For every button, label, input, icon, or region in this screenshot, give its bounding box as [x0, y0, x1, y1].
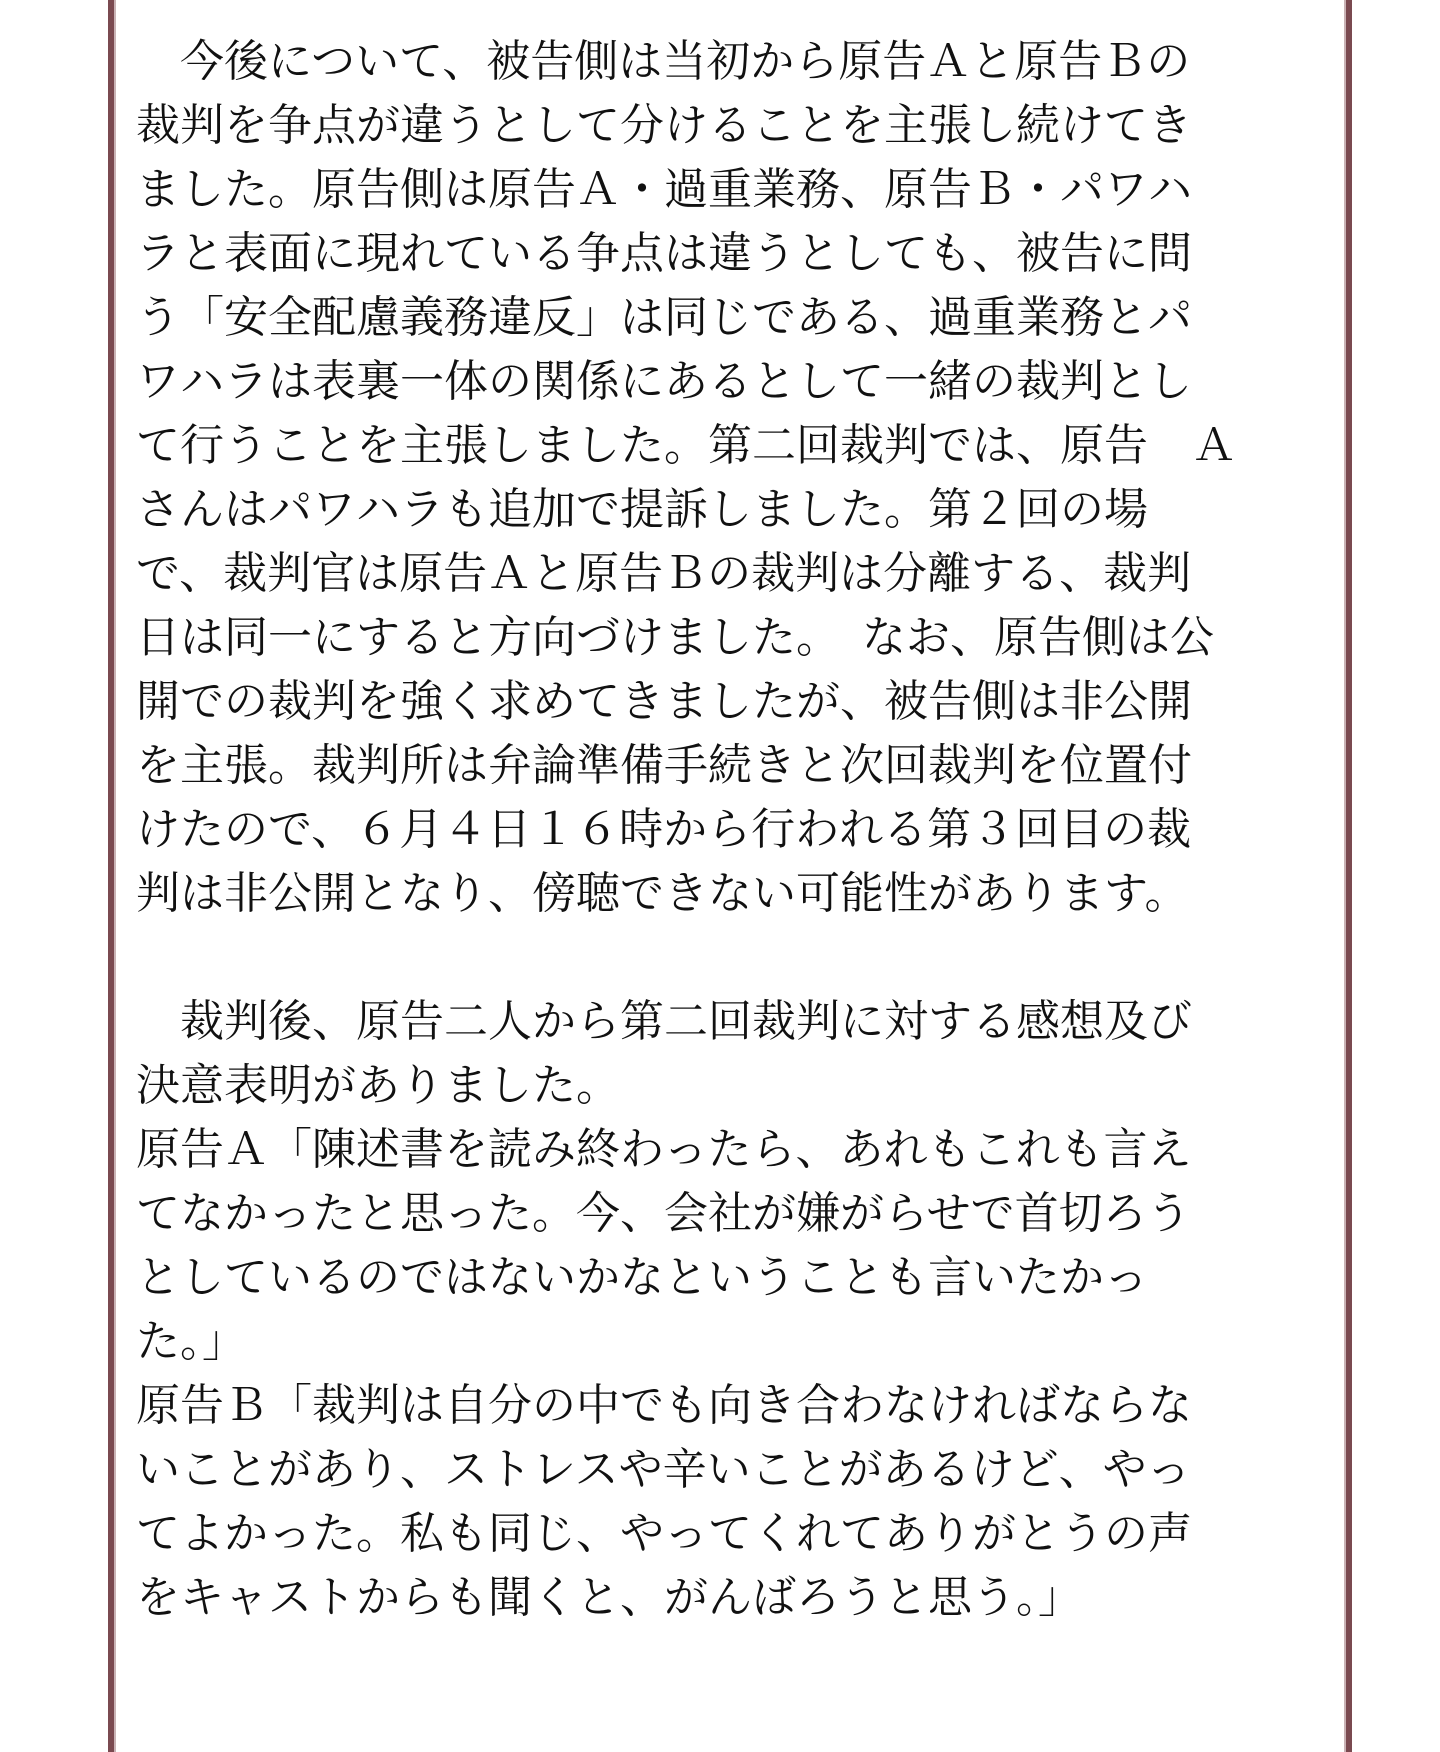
text-line: ワハラは表裏一体の関係にあるとして一緒の裁判とし [136, 356, 1192, 407]
plaintiff-a-statement-line: 原告Ａ「陳述書を読み終わったら、あれもこれも言え [136, 1124, 1192, 1175]
page-border-left-inner [114, 0, 116, 1752]
text-line: 決意表明がありました。 [136, 1060, 620, 1111]
text-line: て行うことを主張しました。第二回裁判では、原告 Ａ [136, 420, 1236, 471]
paragraph-trial-status [136, 30, 1336, 926]
text-line: で、裁判官は原告Ａと原告Ｂの裁判は分離する、裁判 [136, 548, 1192, 599]
plaintiff-a-statement-line: てなかったと思った。今、会社が嫌がらせで首切ろう [136, 1188, 1191, 1239]
page-border-right [1346, 0, 1352, 1752]
plaintiff-b-statement-line: 原告Ｂ「裁判は自分の中でも向き合わなければならな [136, 1380, 1192, 1431]
text-line: 裁判を争点が違うとして分けることを主張し続けてき [136, 100, 1192, 151]
plaintiff-a-statement-line: た。」 [136, 1316, 246, 1367]
plaintiff-b-statement-line: てよかった。私も同じ、やってくれてありがとうの声 [136, 1508, 1192, 1559]
paragraph-spacer [136, 926, 1336, 990]
text-line: を主張。裁判所は弁論準備手続きと次回裁判を位置付 [136, 740, 1192, 791]
paragraph-plaintiff-statements [136, 990, 1336, 1630]
text-line: 判は非公開となり、傍聴できない可能性があります。 [136, 868, 1189, 919]
text-line: けたので、６月４日１６時から行われる第３回目の裁 [136, 804, 1192, 855]
plaintiff-a-statement-line: としているのではないかなということも言いたかっ [136, 1252, 1148, 1303]
article-body [136, 30, 1336, 1630]
text-line: う「安全配慮義務違反」は同じである、過重業務とパ [136, 292, 1192, 343]
text-line: ました。原告側は原告Ａ・過重業務、原告Ｂ・パワハ [136, 164, 1192, 215]
text-line: ラと表面に現れている争点は違うとしても、被告に問 [136, 228, 1192, 279]
plaintiff-b-statement-line: をキャストからも聞くと、がんばろうと思う。」 [136, 1572, 1082, 1623]
text-line: 開での裁判を強く求めてきましたが、被告側は非公開 [136, 676, 1192, 727]
plaintiff-b-statement-line: いことがあり、ストレスや辛いことがあるけど、やっ [136, 1444, 1191, 1495]
text-line: 日は同一にすると方向づけました。 なお、原告側は公 [136, 612, 1214, 663]
text-line: さんはパワハラも追加で提訴しました。第２回の場 [136, 484, 1148, 535]
text-line: 今後について、被告側は当初から原告Ａと原告Ｂの [136, 36, 1191, 87]
text-line: 裁判後、原告二人から第二回裁判に対する感想及び [136, 996, 1192, 1047]
